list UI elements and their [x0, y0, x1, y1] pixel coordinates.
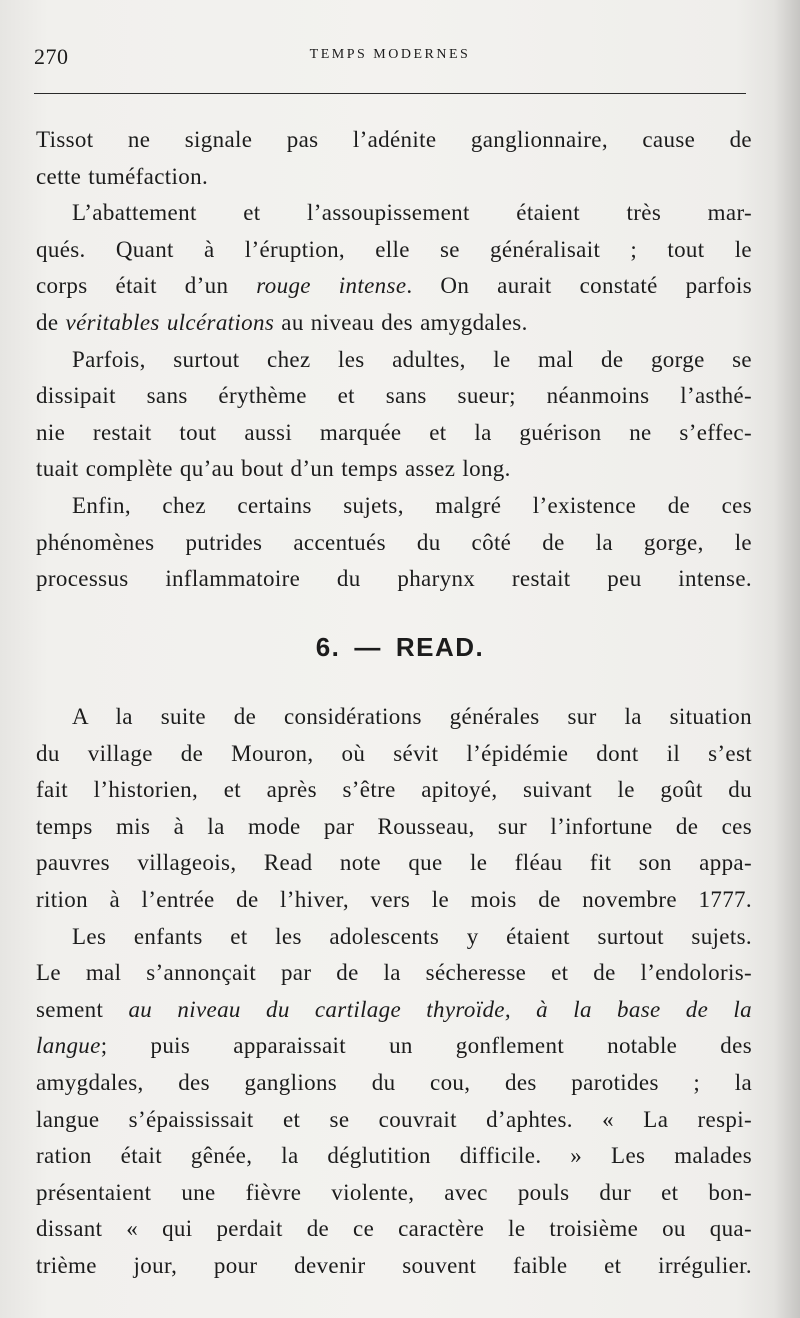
text-line [36, 1211, 752, 1248]
text-segment: trième jour, pour devenir souvent faible et irrégulier. [36, 1252, 752, 1278]
text-line [36, 195, 752, 232]
text-segment: dissipait sans érythème et sans sueur; néanmoins l’asthé- [36, 383, 752, 409]
text-segment: Parfois, surtout chez les adultes, le mal de gorge se [72, 346, 752, 372]
text-segment: ration était gênée, la déglutition difficile. » Les malades [36, 1143, 752, 1169]
text-segment: corps était d’un [36, 273, 257, 299]
text-line [36, 232, 752, 269]
text-segment: sement [36, 996, 129, 1022]
text-line [36, 699, 752, 736]
text-line [36, 1102, 752, 1139]
text-line [36, 1138, 752, 1175]
text-line [36, 809, 752, 846]
text-line [36, 882, 752, 919]
italic-text: rouge intense [256, 273, 407, 299]
body-text-block-top [36, 122, 752, 598]
text-line [36, 159, 752, 196]
text-segment: qués. Quant à l’éruption, elle se généralisait ; tout le [36, 236, 752, 262]
text-line [36, 845, 752, 882]
text-line [36, 451, 752, 488]
text-segment: présentaient une fièvre violente, avec pouls dur et bon- [36, 1179, 752, 1205]
text-segment: A la suite de considérations générales sur la situation [72, 704, 752, 729]
text-segment: Enfin, chez certains sujets, malgré l’existence de ces [72, 492, 752, 518]
body-text-block-bottom [36, 699, 752, 1285]
text-line [36, 992, 752, 1029]
text-segment: amygdales, des ganglions du cou, des parotides ; la [36, 1069, 752, 1095]
text-line [36, 305, 752, 342]
text-segment: Le mal s’annonçait par de la sécheresse et de l’endoloris- [36, 960, 752, 986]
text-segment: dissant « qui perdait de ce caractère le troisième ou qua- [36, 1216, 752, 1242]
italic-text: au niveau du cartilage thyroïde, à la base de la [128, 996, 752, 1022]
text-segment: langue s’épaississait et se couvrait d’aphtes. « La respi- [36, 1106, 752, 1132]
text-line [36, 561, 752, 598]
text-segment: de [36, 309, 66, 335]
text-line [36, 378, 752, 415]
section-title: READ. [395, 632, 485, 662]
italic-text: langue [36, 1033, 101, 1059]
text-line [36, 1175, 752, 1212]
text-line [36, 122, 752, 159]
section-dash: — [354, 632, 382, 662]
text-line [36, 342, 752, 379]
text-segment: L’abattement et l’assoupissement étaient très mar- [72, 200, 752, 226]
text-line [36, 955, 752, 992]
text-line [36, 919, 752, 956]
text-segment: Tissot ne signale pas l’adénite ganglionnaire, cause de [36, 127, 752, 152]
text-segment: Les enfants et les adolescents y étaient surtout sujets. [72, 923, 752, 949]
text-segment: temps mis à la mode par Rousseau, sur l’infortune de ces [36, 813, 752, 839]
text-line [36, 415, 752, 452]
text-segment: . On aurait constaté parfois [406, 273, 752, 299]
text-line [36, 268, 752, 305]
text-segment: nie restait tout aussi marquée et la guérison ne s’effec- [36, 419, 752, 445]
text-segment: ; puis apparaissait un gonflement notable des [100, 1033, 752, 1059]
text-segment: du village de Mouron, où sévit l’épidémie dont il s’est [36, 740, 752, 766]
text-line [36, 1065, 752, 1102]
text-segment: pauvres villageois, Read note que le fléau fit son appa- [36, 850, 752, 876]
text-line [36, 772, 752, 809]
running-title: TEMPS MODERNES [309, 47, 471, 62]
text-line [36, 488, 752, 525]
text-segment: tuait complète qu’au bout d’un temps assez long. [36, 456, 511, 482]
text-segment: au niveau des amygdales. [274, 309, 528, 335]
text-segment: processus inflammatoire du pharynx restait peu intense. [36, 566, 752, 592]
text-line [36, 736, 752, 773]
text-line [36, 1248, 752, 1285]
italic-text: véritables ulcérations [65, 309, 275, 335]
text-line [36, 525, 752, 562]
section-number: 6. [315, 632, 341, 662]
text-segment: cette tuméfaction. [36, 163, 209, 189]
page-number: 270 [34, 44, 69, 69]
section-heading [0, 632, 800, 663]
header-rule [34, 93, 746, 94]
text-line [36, 1028, 752, 1065]
text-segment: rition à l’entrée de l’hiver, vers le mois de novembre 1777. [36, 886, 752, 912]
text-segment: fait l’historien, et après s’être apitoyé, suivant le goût du [36, 777, 752, 803]
text-segment: phénomènes putrides accentués du côté de la gorge, le [36, 529, 752, 555]
